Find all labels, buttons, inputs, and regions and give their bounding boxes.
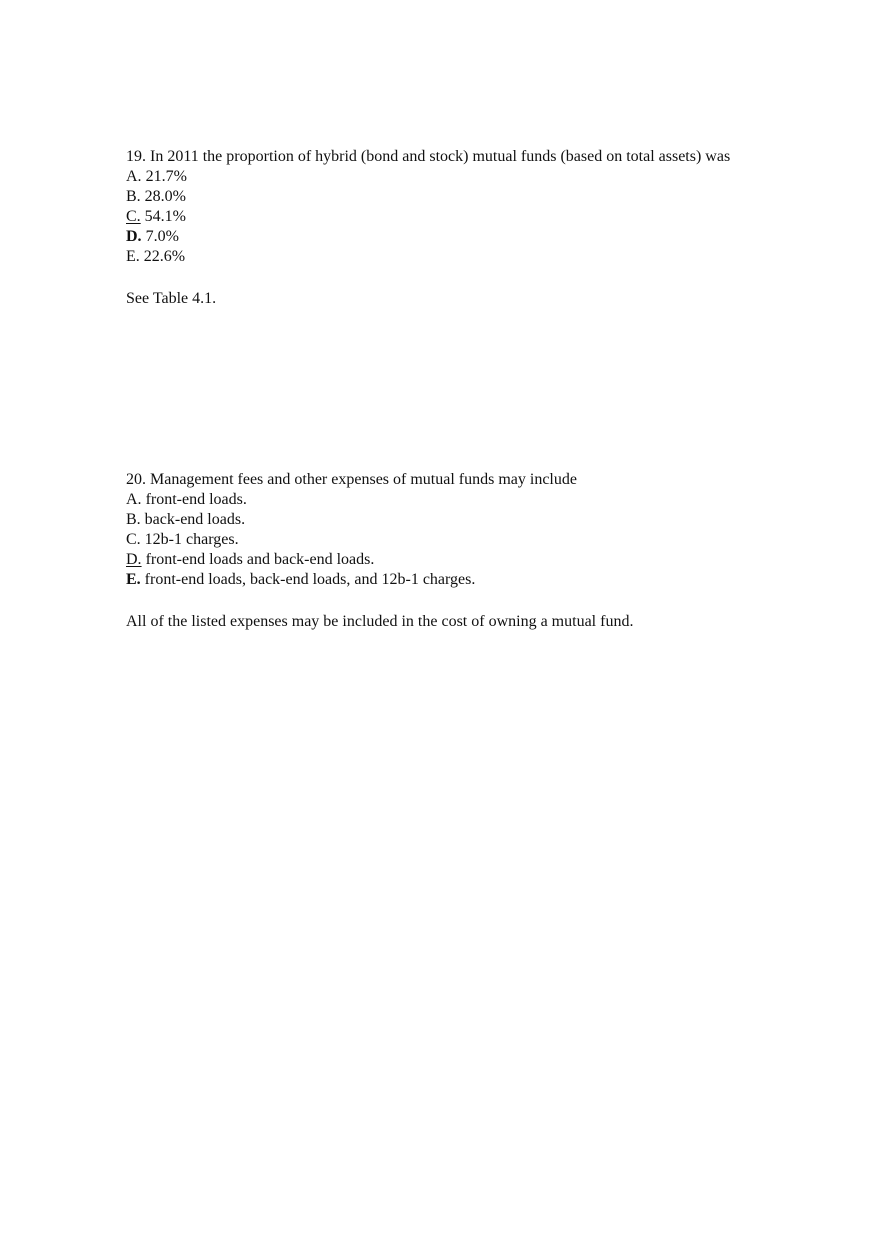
option-text: 54.1%	[144, 208, 186, 225]
option-text: 21.7%	[145, 168, 187, 185]
question-19-explanation: See Table 4.1.	[126, 290, 217, 307]
option-19-b	[126, 187, 766, 207]
option-20-a	[126, 490, 766, 510]
option-20-e	[126, 570, 766, 590]
option-19-a	[126, 167, 766, 187]
question-20-explanation: All of the listed expenses may be included in the cost of owning a mutual fund.	[126, 613, 634, 630]
option-letter: D.	[126, 228, 142, 245]
question-19-options	[126, 167, 766, 267]
option-letter: A.	[126, 491, 142, 508]
question-19-text: 19. In 2011 the proportion of hybrid (bond and stock) mutual funds (based on total assets) was	[126, 148, 731, 165]
question-20-text: 20. Management fees and other expenses of mutual funds may include	[126, 471, 577, 488]
option-letter: B.	[126, 511, 141, 528]
option-text: 7.0%	[145, 228, 179, 245]
option-text: front-end loads, back-end loads, and 12b-1 charges.	[144, 571, 476, 588]
option-20-b	[126, 510, 766, 530]
option-letter: B.	[126, 188, 141, 205]
option-20-c	[126, 530, 766, 550]
option-19-e	[126, 247, 766, 267]
option-letter: E.	[126, 571, 141, 588]
option-text: 28.0%	[144, 188, 186, 205]
option-19-c	[126, 207, 766, 227]
question-20-options	[126, 490, 766, 590]
option-letter: E.	[126, 248, 140, 265]
option-text: front-end loads.	[145, 491, 247, 508]
option-19-d	[126, 227, 766, 247]
option-20-d	[126, 550, 766, 570]
option-letter: D.	[126, 551, 142, 568]
option-letter: C.	[126, 531, 141, 548]
option-text: 12b-1 charges.	[144, 531, 239, 548]
question-20	[126, 470, 766, 632]
question-19	[126, 147, 766, 309]
option-text: back-end loads.	[144, 511, 246, 528]
option-letter: A.	[126, 168, 142, 185]
option-text: 22.6%	[143, 248, 186, 265]
option-letter: C.	[126, 208, 141, 225]
option-text: front-end loads and back-end loads.	[145, 551, 375, 568]
